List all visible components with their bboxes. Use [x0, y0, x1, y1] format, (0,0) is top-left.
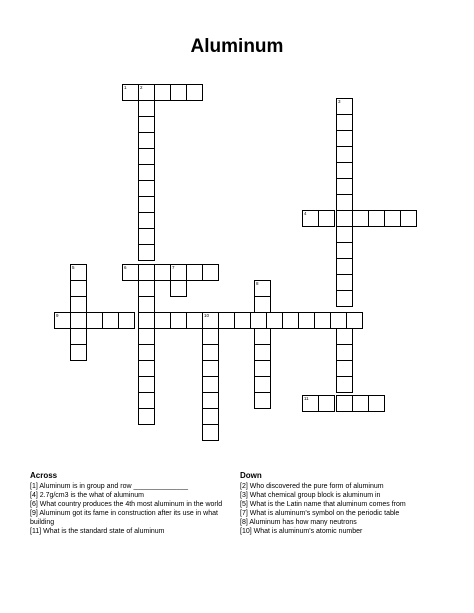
crossword-cell[interactable] [318, 210, 335, 227]
crossword-cell[interactable] [368, 210, 385, 227]
crossword-cell[interactable] [138, 408, 155, 425]
crossword-cell[interactable] [138, 280, 155, 297]
crossword-cell[interactable] [400, 210, 417, 227]
crossword-cell[interactable] [250, 312, 267, 329]
crossword-cell[interactable] [336, 395, 353, 412]
crossword-cell[interactable] [336, 114, 353, 131]
crossword-cell[interactable] [254, 392, 271, 409]
crossword-cell[interactable] [138, 296, 155, 313]
crossword-cell[interactable] [138, 360, 155, 377]
crossword-cell[interactable] [202, 392, 219, 409]
across-heading: Across [30, 471, 58, 480]
across-clue: [11] What is the standard state of aluminum [30, 528, 165, 535]
crossword-cell[interactable] [138, 376, 155, 393]
clue-number: 5 [72, 265, 75, 270]
crossword-cell[interactable] [254, 328, 271, 345]
crossword-cell[interactable] [170, 264, 187, 281]
crossword-cell[interactable] [202, 376, 219, 393]
crossword-cell[interactable] [202, 328, 219, 345]
crossword-cell[interactable] [170, 84, 187, 101]
crossword-cell[interactable] [336, 360, 353, 377]
down-heading: Down [240, 471, 262, 480]
crossword-cell[interactable] [336, 344, 353, 361]
down-clue: [2] Who discovered the pure form of aluminum [240, 483, 384, 490]
crossword-cell[interactable] [154, 312, 171, 329]
crossword-cell[interactable] [202, 344, 219, 361]
crossword-cell[interactable] [336, 130, 353, 147]
crossword-cell[interactable] [186, 264, 203, 281]
crossword-cell[interactable] [202, 408, 219, 425]
crossword-cell[interactable] [254, 360, 271, 377]
crossword-cell[interactable] [70, 280, 87, 297]
crossword-cell[interactable] [336, 162, 353, 179]
crossword-cell[interactable] [186, 84, 203, 101]
crossword-cell[interactable] [254, 344, 271, 361]
crossword-cell[interactable] [330, 312, 347, 329]
crossword-cell[interactable] [282, 312, 299, 329]
crossword-cell[interactable] [234, 312, 251, 329]
across-clue: [9] Aluminum got its fame in construction after its use in what building [30, 510, 218, 526]
crossword-cell[interactable] [336, 258, 353, 275]
crossword-cell[interactable] [254, 296, 271, 313]
crossword-cell[interactable] [336, 178, 353, 195]
crossword-cell[interactable] [138, 196, 155, 213]
crossword-cell[interactable] [318, 395, 335, 412]
down-clue: [10] What is aluminum's atomic number [240, 528, 363, 535]
crossword-cell[interactable] [118, 312, 135, 329]
crossword-cell[interactable] [346, 312, 363, 329]
crossword-cell[interactable] [302, 210, 319, 227]
crossword-cell[interactable] [336, 210, 353, 227]
crossword-cell[interactable] [70, 312, 87, 329]
crossword-cell[interactable] [138, 392, 155, 409]
crossword-cell[interactable] [122, 84, 139, 101]
crossword-cell[interactable] [138, 180, 155, 197]
clue-number: 6 [124, 265, 127, 270]
down-clue: [3] What chemical group block is aluminum in [240, 492, 381, 499]
crossword-cell[interactable] [86, 312, 103, 329]
crossword-cell[interactable] [138, 116, 155, 133]
crossword-cell[interactable] [170, 312, 187, 329]
crossword-cell[interactable] [266, 312, 283, 329]
clue-number: 3 [338, 99, 341, 104]
crossword-cell[interactable] [352, 395, 369, 412]
crossword-cell[interactable] [54, 312, 71, 329]
crossword-cell[interactable] [70, 344, 87, 361]
crossword-cell[interactable] [336, 146, 353, 163]
crossword-cell[interactable] [138, 132, 155, 149]
crossword-cell[interactable] [384, 210, 401, 227]
crossword-cell[interactable] [138, 264, 155, 281]
crossword-cell[interactable] [154, 264, 171, 281]
crossword-cell[interactable] [154, 84, 171, 101]
crossword-cell[interactable] [254, 376, 271, 393]
crossword-cell[interactable] [202, 360, 219, 377]
crossword-cell[interactable] [70, 328, 87, 345]
crossword-cell[interactable] [336, 98, 353, 115]
clue-number: 2 [140, 85, 143, 90]
crossword-cell[interactable] [352, 210, 369, 227]
crossword-cell[interactable] [302, 395, 319, 412]
down-clue: [7] What is aluminum's symbol on the periodic table [240, 510, 400, 517]
clue-number: 1 [124, 85, 127, 90]
crossword-cell[interactable] [138, 244, 155, 261]
crossword-cell[interactable] [202, 424, 219, 441]
crossword-cell[interactable] [138, 344, 155, 361]
crossword-cell[interactable] [298, 312, 315, 329]
crossword-cell[interactable] [138, 212, 155, 229]
crossword-cell[interactable] [122, 264, 139, 281]
across-clue: [6] What country produces the 4th most aluminum in the world [30, 501, 223, 508]
crossword-cell[interactable] [218, 312, 235, 329]
crossword-cell[interactable] [102, 312, 119, 329]
crossword-cell[interactable] [138, 328, 155, 345]
puzzle-title: Aluminum [190, 36, 284, 57]
crossword-cell[interactable] [368, 395, 385, 412]
crossword-cell[interactable] [314, 312, 331, 329]
crossword-cell[interactable] [336, 290, 353, 307]
crossword-cell[interactable] [138, 164, 155, 181]
across-clue: [1] Aluminum is in group and row ______________ [30, 483, 188, 490]
crossword-cell[interactable] [336, 194, 353, 211]
crossword-cell[interactable] [138, 228, 155, 245]
clue-number: 7 [172, 265, 175, 270]
crossword-cell[interactable] [138, 84, 155, 101]
crossword-cell[interactable] [336, 274, 353, 291]
down-clue: [5] What is the Latin name that aluminum comes from [240, 501, 406, 508]
crossword-cell[interactable] [70, 296, 87, 313]
crossword-cell[interactable] [336, 376, 353, 393]
crossword-cell[interactable] [138, 312, 155, 329]
clue-number: 8 [256, 281, 259, 286]
crossword-cell[interactable] [138, 148, 155, 165]
clue-number: 10 [204, 313, 210, 318]
crossword-cell[interactable] [336, 328, 353, 345]
down-clue: [8] Aluminum has how many neutrons [240, 519, 357, 526]
crossword-cell[interactable] [202, 312, 219, 329]
crossword-cell[interactable] [138, 100, 155, 117]
across-clues [30, 471, 224, 536]
crossword-cell[interactable] [336, 226, 353, 243]
crossword-cell[interactable] [254, 280, 271, 297]
crossword-cell[interactable] [202, 264, 219, 281]
crossword-cell[interactable] [70, 264, 87, 281]
crossword-cell[interactable] [336, 242, 353, 259]
crossword-cell[interactable] [170, 280, 187, 297]
clue-number: 4 [304, 211, 307, 216]
across-clue: [4] 2.7g/cm3 is the what of aluminum [30, 492, 144, 499]
crossword-cell[interactable] [186, 312, 203, 329]
down-clues [240, 471, 450, 536]
clue-number: 9 [56, 313, 59, 318]
clue-number: 11 [304, 396, 309, 401]
